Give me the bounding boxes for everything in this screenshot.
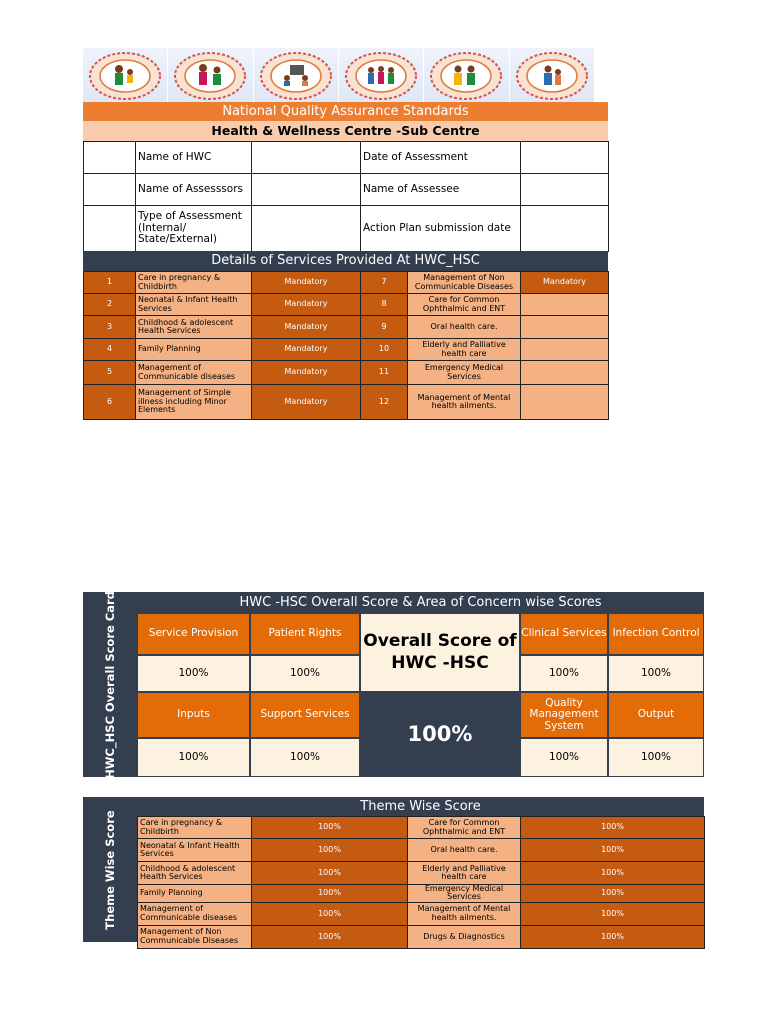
services-section-title: Details of Services Provided At HWC_HSC [83, 251, 608, 271]
qms-score: 100% [520, 738, 608, 777]
theme-name: Neonatal & Infant Health Services [138, 839, 252, 862]
theme-name: Management of Mental health ailments. [408, 902, 521, 925]
theme-score: 100% [521, 862, 705, 885]
table-row [84, 272, 609, 294]
table-row [84, 294, 609, 316]
service-status [521, 385, 609, 420]
action-plan-field[interactable] [521, 206, 609, 252]
overall-score-label: Overall Score of HWC -HSC [360, 613, 520, 692]
service-name: Oral health care. [408, 316, 521, 339]
table-row [84, 339, 609, 361]
table-row [138, 925, 705, 948]
theme-name: Drugs & Diagnostics [408, 925, 521, 948]
service-status [521, 316, 609, 339]
name-assessors-label: Name of Assesssors [136, 174, 252, 206]
service-number: 7 [361, 272, 408, 294]
service-status: Mandatory [252, 294, 361, 316]
service-status: Mandatory [521, 272, 609, 294]
service-name: Management of Non Communicable Diseases [408, 272, 521, 294]
page-subtitle: Health & Wellness Centre -Sub Centre [83, 121, 608, 141]
wellness-emblem-icon [510, 48, 595, 104]
service-provision-label: Service Provision [137, 613, 250, 655]
type-assessment-label: Type of Assessment (Internal/ State/External) [136, 206, 252, 252]
clinical-services-score: 100% [520, 655, 608, 692]
service-number: 11 [361, 361, 408, 385]
service-status [521, 339, 609, 361]
theme-score: 100% [252, 817, 408, 839]
patient-rights-score: 100% [250, 655, 360, 692]
service-provision-score: 100% [137, 655, 250, 692]
theme-score: 100% [252, 902, 408, 925]
service-number: 5 [84, 361, 136, 385]
service-number: 10 [361, 339, 408, 361]
blank-cell [84, 142, 136, 174]
support-services-label: Support Services [250, 692, 360, 738]
name-assessee-label: Name of Assessee [361, 174, 521, 206]
blank-cell [84, 206, 136, 252]
table-row [138, 862, 705, 885]
name-hwc-label: Name of HWC [136, 142, 252, 174]
service-name: Childhood & adolescent Health Services [136, 316, 252, 339]
theme-title: Theme Wise Score [137, 797, 704, 816]
infection-control-score: 100% [608, 655, 704, 692]
table-row [138, 902, 705, 925]
blank-cell [84, 174, 136, 206]
scorecard-side-label [83, 592, 137, 777]
service-status: Mandatory [252, 339, 361, 361]
theme-score: 100% [252, 925, 408, 948]
logo-strip [83, 48, 595, 104]
service-name: Neonatal & Infant Health Services [136, 294, 252, 316]
clinical-services-label: Clinical Services [520, 613, 608, 655]
inputs-score: 100% [137, 738, 250, 777]
service-name: Family Planning [136, 339, 252, 361]
service-name: Elderly and Palliative health care [408, 339, 521, 361]
theme-name: Management of Non Communicable Diseases [138, 925, 252, 948]
service-name: Care for Common Ophthalmic and ENT [408, 294, 521, 316]
scorecard-title: HWC -HSC Overall Score & Area of Concern wise Scores [137, 592, 704, 613]
output-label: Output [608, 692, 704, 738]
theme-side-text: Theme Wise Score [103, 809, 117, 930]
theme-score: 100% [521, 902, 705, 925]
health-worker-emblem-icon [254, 48, 339, 104]
theme-name: Elderly and Palliative health care [408, 862, 521, 885]
theme-name: Family Planning [138, 885, 252, 903]
family-emblem-icon [168, 48, 253, 104]
table-row [138, 839, 705, 862]
assessment-info-table [83, 141, 609, 252]
community-emblem-icon [339, 48, 424, 104]
theme-score: 100% [521, 817, 705, 839]
care-emblem-icon [424, 48, 509, 104]
service-status [521, 361, 609, 385]
table-row [138, 885, 705, 903]
service-number: 1 [84, 272, 136, 294]
infection-control-label: Infection Control [608, 613, 704, 655]
mother-child-emblem-icon [83, 48, 168, 104]
theme-score: 100% [521, 885, 705, 903]
theme-score: 100% [252, 839, 408, 862]
service-number: 3 [84, 316, 136, 339]
theme-score: 100% [252, 885, 408, 903]
service-status [521, 294, 609, 316]
theme-name: Emergency Medical Services [408, 885, 521, 903]
name-assessee-field[interactable] [521, 174, 609, 206]
theme-score: 100% [521, 925, 705, 948]
service-name: Emergency Medical Services [408, 361, 521, 385]
theme-score: 100% [252, 862, 408, 885]
service-number: 12 [361, 385, 408, 420]
service-status: Mandatory [252, 385, 361, 420]
service-number: 8 [361, 294, 408, 316]
table-row [84, 385, 609, 420]
action-plan-label: Action Plan submission date [361, 206, 521, 252]
scorecard-grid [137, 613, 704, 777]
theme-name: Oral health care. [408, 839, 521, 862]
service-number: 2 [84, 294, 136, 316]
theme-score: 100% [521, 839, 705, 862]
qms-label: Quality Management System [520, 692, 608, 738]
service-status: Mandatory [252, 361, 361, 385]
overall-score-value: 100% [360, 692, 520, 777]
service-status: Mandatory [252, 272, 361, 294]
table-row [138, 817, 705, 839]
services-table [83, 271, 609, 420]
service-name: Care in pregnancy & Childbirth [136, 272, 252, 294]
table-row [84, 316, 609, 339]
theme-name: Care for Common Ophthalmic and ENT [408, 817, 521, 839]
service-name: Management of Mental health ailments. [408, 385, 521, 420]
inputs-label: Inputs [137, 692, 250, 738]
service-number: 9 [361, 316, 408, 339]
table-row [84, 361, 609, 385]
service-status: Mandatory [252, 316, 361, 339]
service-number: 4 [84, 339, 136, 361]
name-assessors-field[interactable] [252, 174, 361, 206]
theme-name: Childhood & adolescent Health Services [138, 862, 252, 885]
theme-score-table [137, 816, 705, 949]
date-assessment-field[interactable] [521, 142, 609, 174]
patient-rights-label: Patient Rights [250, 613, 360, 655]
output-score: 100% [608, 738, 704, 777]
type-assessment-field[interactable] [252, 206, 361, 252]
date-assessment-label: Date of Assessment [361, 142, 521, 174]
page-title: National Quality Assurance Standards [83, 102, 608, 121]
scorecard-side-text: HWC_HSC Overall Score Card [103, 590, 117, 779]
service-name: Management of Communicable diseases [136, 361, 252, 385]
theme-side-label [83, 797, 137, 942]
theme-name: Care in pregnancy & Childbirth [138, 817, 252, 839]
service-name: Management of Simple illness including Minor Elements [136, 385, 252, 420]
name-hwc-field[interactable] [252, 142, 361, 174]
theme-name: Management of Communicable diseases [138, 902, 252, 925]
service-number: 6 [84, 385, 136, 420]
support-services-score: 100% [250, 738, 360, 777]
